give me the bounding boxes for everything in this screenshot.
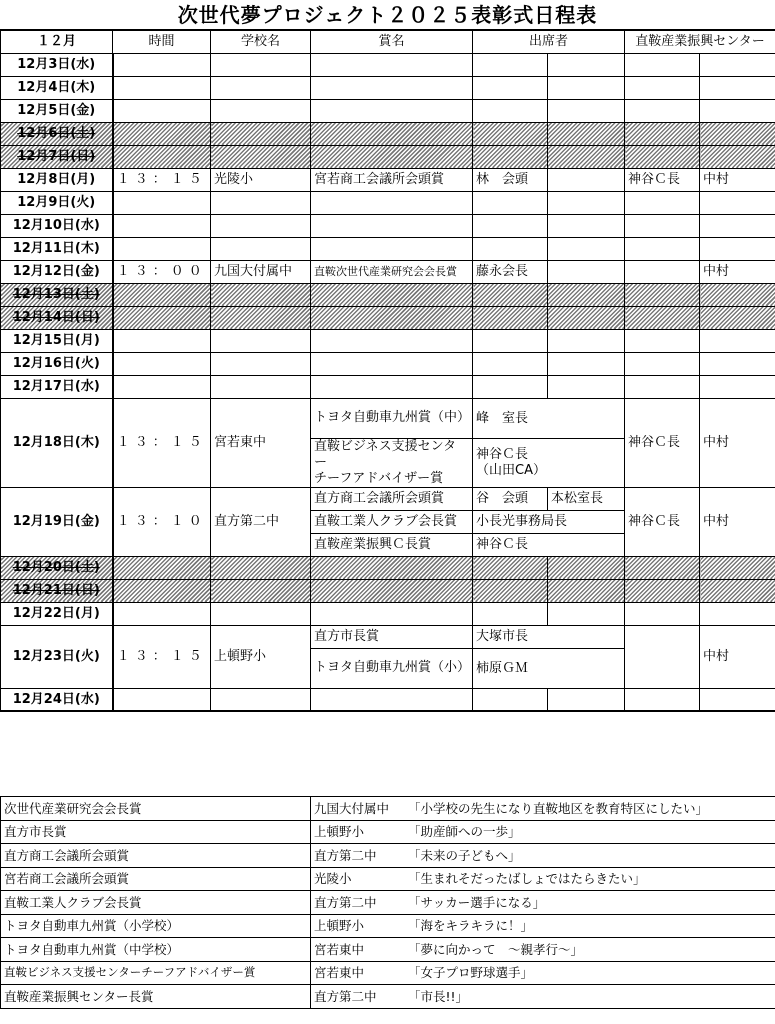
center-cell (625, 214, 700, 237)
award-school: 宮若東中 (314, 965, 365, 981)
award-name-cell: 直方市長賞 (1, 820, 311, 844)
page-title: 次世代夢プロジェクト２０２５表彰式日程表 (177, 3, 598, 27)
schedule-row (1, 122, 775, 145)
attendee-cell (473, 352, 548, 375)
center-cell (700, 145, 775, 168)
center-cell (625, 579, 700, 602)
schedule-row (1, 487, 775, 510)
award-cell (311, 145, 473, 168)
date-cell: 12月14日(日) (1, 306, 113, 329)
award-detail-cell (311, 891, 775, 915)
center-cell (700, 122, 775, 145)
schedule-row (1, 76, 775, 99)
center-cell (625, 306, 700, 329)
center-cell (700, 579, 775, 602)
attendee-cell (548, 191, 625, 214)
time-cell (113, 329, 211, 352)
award-theme: 「市長!!」 (408, 988, 469, 1004)
attendee-cell (473, 283, 548, 306)
header-month: １２月 (1, 30, 113, 53)
award-detail-cell (311, 938, 775, 962)
award-list-row (1, 891, 775, 915)
attendee-cell: 本松室長 (548, 487, 625, 510)
schedule-table (0, 29, 775, 712)
center-cell: 神谷Ｃ長 (625, 487, 700, 556)
attendee-cell (473, 375, 548, 398)
date-cell: 12月20日(土) (1, 556, 113, 579)
award-theme: 「生まれそだったばしょではたらきたい」 (408, 871, 646, 887)
award-theme: 「海をキラキラに！」 (408, 918, 534, 934)
schedule-row (1, 352, 775, 375)
time-cell: １３：１５ (113, 168, 211, 191)
awards-table (0, 796, 775, 1009)
center-cell (625, 145, 700, 168)
award-name-cell: 宮若商工会議所会頭賞 (1, 867, 311, 891)
attendee-cell (548, 283, 625, 306)
center-cell (625, 602, 700, 625)
award-detail-cell (311, 985, 775, 1009)
school-cell (211, 122, 311, 145)
date-cell: 12月13日(土) (1, 283, 113, 306)
award-cell: 直方市長賞 (311, 625, 473, 648)
attendee-cell: 谷 会頭 (473, 487, 548, 510)
award-list-row (1, 985, 775, 1009)
attendee-cell (548, 76, 625, 99)
time-cell: １３：１５ (113, 398, 211, 487)
attendee-cell: 峰 室長 (473, 398, 625, 438)
schedule-row (1, 53, 775, 76)
attendee-cell (548, 688, 625, 711)
school-cell (211, 306, 311, 329)
school-cell (211, 191, 311, 214)
award-name-cell: 直鞍ビジネス支援センターチーフアドバイザー賞 (1, 961, 311, 985)
attendee-cell (473, 688, 548, 711)
center-cell (700, 375, 775, 398)
date-cell: 12月17日(水) (1, 375, 113, 398)
attendee-cell: 小長光事務局長 (473, 510, 625, 533)
attendee-cell (548, 260, 625, 283)
time-cell (113, 283, 211, 306)
award-line: 直鞍ビジネス支援センター (314, 438, 457, 470)
attendee-cell (473, 556, 548, 579)
date-cell: 12月12日(金) (1, 260, 113, 283)
award-theme: 「小学校の先生になり直鞍地区を教育特区にしたい」 (408, 800, 709, 816)
school-cell: 上頓野小 (211, 625, 311, 688)
center-cell (700, 556, 775, 579)
award-cell: トヨタ自動車九州賞（中） (311, 398, 473, 438)
center-cell (625, 556, 700, 579)
header-award: 賞名 (311, 30, 473, 53)
date-cell: 12月5日(金) (1, 99, 113, 122)
school-cell (211, 283, 311, 306)
attendee-cell (473, 329, 548, 352)
attendee-cell (548, 53, 625, 76)
schedule-row (1, 329, 775, 352)
center-cell (625, 53, 700, 76)
schedule-row (1, 306, 775, 329)
attendee-cell (548, 122, 625, 145)
award-list-row (1, 914, 775, 938)
award-list-row (1, 820, 775, 844)
time-cell: １３：１０ (113, 487, 211, 556)
attendee-cell (473, 306, 548, 329)
date-cell: 12月4日(木) (1, 76, 113, 99)
award-detail-cell (311, 867, 775, 891)
date-cell: 12月11日(木) (1, 237, 113, 260)
center-cell: 神谷Ｃ長 (625, 398, 700, 487)
schedule-row (1, 214, 775, 237)
attendee-cell (473, 191, 548, 214)
center-cell (700, 306, 775, 329)
award-theme: 「女子プロ野球選手」 (408, 965, 534, 981)
center-cell (700, 237, 775, 260)
award-cell (311, 283, 473, 306)
school-cell (211, 145, 311, 168)
school-cell (211, 99, 311, 122)
school-cell: 九国大付属中 (211, 260, 311, 283)
attendee-cell (548, 145, 625, 168)
award-line: チーフアドバイザー賞 (314, 470, 444, 486)
schedule-row (1, 283, 775, 306)
award-cell (311, 214, 473, 237)
school-cell (211, 329, 311, 352)
date-cell: 12月15日(月) (1, 329, 113, 352)
school-cell (211, 53, 311, 76)
header-school: 学校名 (211, 30, 311, 53)
center-cell (700, 191, 775, 214)
award-school: 上頓野小 (314, 824, 365, 840)
attendee-cell (548, 237, 625, 260)
award-detail-cell (311, 961, 775, 985)
award-cell (311, 329, 473, 352)
award-cell (311, 352, 473, 375)
award-list-row (1, 938, 775, 962)
center-cell (700, 53, 775, 76)
award-school: 直方第二中 (314, 847, 377, 863)
attendee-cell (548, 168, 625, 191)
award-list-row (1, 961, 775, 985)
school-cell: 宮若東中 (211, 398, 311, 487)
time-cell (113, 214, 211, 237)
schedule-row (1, 602, 775, 625)
attendee-cell: 林 会頭 (473, 168, 548, 191)
school-cell (211, 237, 311, 260)
award-cell: 直鞍産業振興Ｃ長賞 (311, 533, 473, 556)
center-cell (625, 237, 700, 260)
award-school: 宮若東中 (314, 941, 365, 957)
date-cell: 12月3日(水) (1, 53, 113, 76)
center-cell (700, 329, 775, 352)
time-cell (113, 53, 211, 76)
school-cell (211, 352, 311, 375)
attendee-cell (548, 329, 625, 352)
school-cell (211, 214, 311, 237)
award-cell (311, 53, 473, 76)
award-cell: 宮若商工会議所会頭賞 (311, 168, 473, 191)
center-cell (625, 260, 700, 283)
attendee-cell (473, 237, 548, 260)
attendee-cell (473, 438, 625, 487)
date-cell: 12月22日(月) (1, 602, 113, 625)
school-cell: 光陵小 (211, 168, 311, 191)
time-cell (113, 191, 211, 214)
center-cell (700, 76, 775, 99)
award-school: 上頓野小 (314, 918, 365, 934)
schedule-row (1, 260, 775, 283)
award-cell (311, 375, 473, 398)
time-cell (113, 306, 211, 329)
award-name-cell: 直方商工会議所会頭賞 (1, 844, 311, 868)
attendee-line: （山田CA） (476, 462, 546, 478)
attendee-cell (548, 579, 625, 602)
award-name-cell: 直鞍産業振興センター長賞 (1, 985, 311, 1009)
date-cell: 12月10日(水) (1, 214, 113, 237)
schedule-row (1, 145, 775, 168)
award-cell (311, 237, 473, 260)
schedule-row (1, 237, 775, 260)
award-school: 直方第二中 (314, 894, 377, 910)
center-cell (625, 76, 700, 99)
award-theme: 「未来の子どもへ」 (408, 847, 521, 863)
schedule-row (1, 398, 775, 438)
award-cell (311, 306, 473, 329)
time-cell: １３：１５ (113, 625, 211, 688)
award-detail-cell (311, 797, 775, 821)
date-cell: 12月19日(金) (1, 487, 113, 556)
time-cell: １３：００ (113, 260, 211, 283)
center-cell: 中村 (700, 398, 775, 487)
school-cell: 直方第二中 (211, 487, 311, 556)
time-cell (113, 237, 211, 260)
date-cell: 12月23日(火) (1, 625, 113, 688)
award-name-cell: トヨタ自動車九州賞（小学校） (1, 914, 311, 938)
award-theme: 「サッカー選手になる」 (408, 894, 546, 910)
center-cell: 中村 (700, 168, 775, 191)
time-cell (113, 688, 211, 711)
attendee-cell: 大塚市長 (473, 625, 625, 648)
center-cell (700, 688, 775, 711)
schedule-row (1, 625, 775, 648)
attendee-cell (473, 122, 548, 145)
time-cell (113, 99, 211, 122)
attendee-cell (548, 214, 625, 237)
date-cell: 12月18日(木) (1, 398, 113, 487)
date-cell: 12月6日(土) (1, 122, 113, 145)
school-cell (211, 688, 311, 711)
award-theme: 「夢に向かって ～親孝行～」 (408, 941, 584, 957)
award-cell (311, 688, 473, 711)
center-cell (625, 375, 700, 398)
award-cell (311, 556, 473, 579)
attendee-cell (473, 145, 548, 168)
attendee-cell: 神谷Ｃ長 (473, 533, 625, 556)
attendee-cell (548, 99, 625, 122)
award-list-row (1, 844, 775, 868)
attendee-cell (548, 556, 625, 579)
time-cell (113, 602, 211, 625)
time-cell (113, 375, 211, 398)
awards-body (1, 797, 775, 1009)
award-cell (311, 99, 473, 122)
award-cell (311, 438, 473, 487)
award-cell: トヨタ自動車九州賞（小） (311, 648, 473, 688)
center-cell (625, 329, 700, 352)
attendee-cell (473, 214, 548, 237)
header-attendees: 出席者 (473, 30, 625, 53)
date-cell: 12月16日(火) (1, 352, 113, 375)
header-center: 直鞍産業振興センター (625, 30, 775, 53)
award-cell (311, 122, 473, 145)
attendee-cell (548, 306, 625, 329)
attendee-cell (473, 76, 548, 99)
schedule-row (1, 375, 775, 398)
attendee-cell (473, 579, 548, 602)
time-cell (113, 145, 211, 168)
schedule-row (1, 688, 775, 711)
header-time: 時間 (113, 30, 211, 53)
center-cell (700, 99, 775, 122)
center-cell (625, 352, 700, 375)
attendee-cell (473, 99, 548, 122)
school-cell (211, 579, 311, 602)
attendee-cell (548, 375, 625, 398)
award-cell (311, 191, 473, 214)
schedule-row (1, 556, 775, 579)
center-cell: 神谷Ｃ長 (625, 168, 700, 191)
schedule-row (1, 168, 775, 191)
attendee-cell (548, 352, 625, 375)
center-cell (625, 625, 700, 688)
schedule-row (1, 99, 775, 122)
center-cell (625, 191, 700, 214)
school-cell (211, 602, 311, 625)
schedule-row (1, 191, 775, 214)
award-name-cell: 次世代産業研究会会長賞 (1, 797, 311, 821)
attendee-line: 神谷Ｃ長 (476, 446, 529, 462)
award-school: 光陵小 (314, 871, 352, 887)
award-cell (311, 76, 473, 99)
award-cell (311, 602, 473, 625)
center-cell (625, 688, 700, 711)
center-cell: 中村 (700, 260, 775, 283)
center-cell (700, 602, 775, 625)
center-cell (700, 283, 775, 306)
date-cell: 12月7日(日) (1, 145, 113, 168)
award-theme: 「助産師への一歩」 (408, 824, 521, 840)
award-name-cell: 直鞍工業人クラブ会長賞 (1, 891, 311, 915)
time-cell (113, 352, 211, 375)
award-name-cell: トヨタ自動車九州賞（中学校） (1, 938, 311, 962)
schedule-row (1, 579, 775, 602)
award-cell: 直鞍工業人クラブ会長賞 (311, 510, 473, 533)
award-list-row (1, 797, 775, 821)
award-cell (311, 579, 473, 602)
award-detail-cell (311, 820, 775, 844)
center-cell (700, 352, 775, 375)
award-cell: 直鞍次世代産業研究会会長賞 (311, 260, 473, 283)
attendee-cell: 柿原ＧＭ (473, 648, 625, 688)
time-cell (113, 76, 211, 99)
school-cell (211, 556, 311, 579)
center-cell: 中村 (700, 625, 775, 688)
time-cell (113, 556, 211, 579)
time-cell (113, 579, 211, 602)
school-cell (211, 76, 311, 99)
award-detail-cell (311, 844, 775, 868)
date-cell: 12月21日(日) (1, 579, 113, 602)
center-cell: 中村 (700, 487, 775, 556)
schedule-header-row (1, 30, 775, 53)
date-cell: 12月8日(月) (1, 168, 113, 191)
award-school: 九国大付属中 (314, 800, 390, 816)
center-cell (625, 122, 700, 145)
award-school: 直方第二中 (314, 988, 377, 1004)
schedule-body (1, 30, 775, 711)
date-cell: 12月24日(水) (1, 688, 113, 711)
school-cell (211, 375, 311, 398)
attendee-cell (473, 602, 548, 625)
time-cell (113, 122, 211, 145)
date-cell: 12月9日(火) (1, 191, 113, 214)
attendee-cell: 藤永会長 (473, 260, 548, 283)
award-detail-cell (311, 914, 775, 938)
center-cell (625, 283, 700, 306)
attendee-cell (473, 53, 548, 76)
award-cell: 直方商工会議所会頭賞 (311, 487, 473, 510)
center-cell (625, 99, 700, 122)
award-list-row (1, 867, 775, 891)
attendee-cell (548, 602, 625, 625)
center-cell (700, 214, 775, 237)
